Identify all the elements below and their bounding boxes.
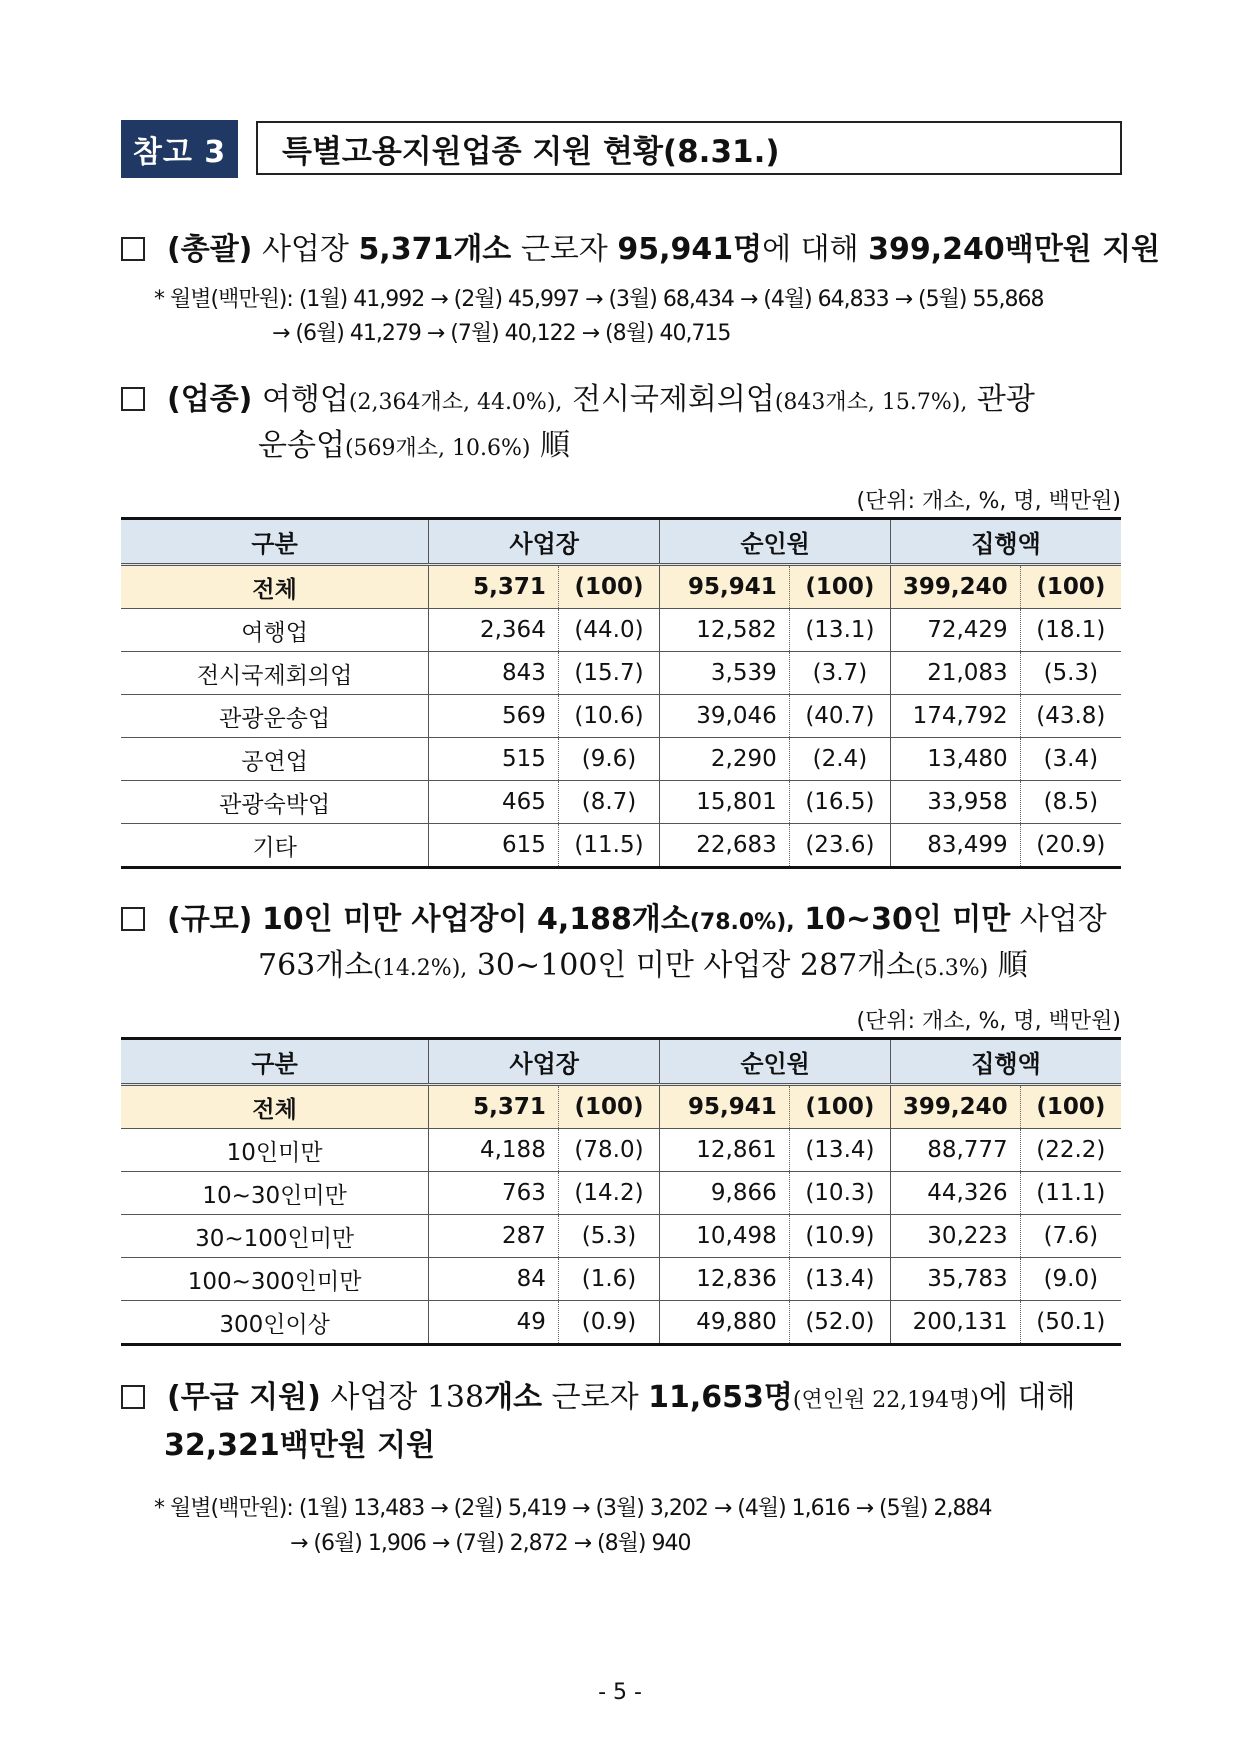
table-row	[121, 1172, 1121, 1215]
cell-workplaces-pct: (14.2)	[558, 1172, 659, 1215]
section-size-line2: 763개소(14.2%), 30~100인 미만 사업장 287개소(5.3%) 順	[258, 948, 1028, 983]
cell-amount-pct: (18.1)	[1020, 609, 1121, 652]
row-category: 관광운송업	[121, 695, 429, 738]
cell-persons-pct: (100)	[789, 565, 890, 609]
cell-persons-pct: (23.6)	[789, 824, 890, 868]
cell-workplaces-pct: (10.6)	[558, 695, 659, 738]
cell-amount: 30,223	[891, 1215, 1021, 1258]
cell-amount: 44,326	[891, 1172, 1021, 1215]
row-category: 100~300인미만	[121, 1258, 429, 1301]
cell-workplaces-pct: (9.6)	[558, 738, 659, 781]
cell-amount-pct: (100)	[1020, 565, 1121, 609]
table-row	[121, 652, 1121, 695]
cell-workplaces-pct: (5.3)	[558, 1215, 659, 1258]
cell-amount: 35,783	[891, 1258, 1021, 1301]
header-persons: 순인원	[660, 519, 891, 565]
cell-workplaces-pct: (44.0)	[558, 609, 659, 652]
row-category: 관광숙박업	[121, 781, 429, 824]
cell-amount: 13,480	[891, 738, 1021, 781]
cell-persons: 12,582	[660, 609, 790, 652]
cell-workplaces-pct: (8.7)	[558, 781, 659, 824]
cell-workplaces: 5,371	[429, 1085, 559, 1129]
cell-workplaces: 763	[429, 1172, 559, 1215]
checkbox-square-icon	[121, 387, 145, 411]
cell-persons-pct: (10.9)	[789, 1215, 890, 1258]
section-unpaid: (무급 지원) 사업장 138개소 근로자 11,653명(연인원 22,194명)에 대해	[121, 1374, 1076, 1425]
cell-persons: 22,683	[660, 824, 790, 868]
row-category: 30~100인미만	[121, 1215, 429, 1258]
cell-amount: 88,777	[891, 1129, 1021, 1172]
cell-amount-pct: (3.4)	[1020, 738, 1121, 781]
cell-workplaces: 2,364	[429, 609, 559, 652]
cell-amount-pct: (22.2)	[1020, 1129, 1121, 1172]
section-summary: (총괄) 사업장 5,371개소 근로자 95,941명에 대해 399,240백만원 지원	[121, 226, 1160, 274]
table-total-row	[121, 565, 1121, 609]
cell-amount-pct: (100)	[1020, 1085, 1121, 1129]
table-header-row	[121, 519, 1121, 565]
table-total-row	[121, 1085, 1121, 1129]
cell-persons-pct: (100)	[789, 1085, 890, 1129]
row-category: 공연업	[121, 738, 429, 781]
cell-persons: 2,290	[660, 738, 790, 781]
checkbox-square-icon	[121, 1385, 145, 1409]
cell-persons: 15,801	[660, 781, 790, 824]
row-category: 10인미만	[121, 1129, 429, 1172]
cell-workplaces: 843	[429, 652, 559, 695]
table-row	[121, 1301, 1121, 1345]
cell-workplaces: 287	[429, 1215, 559, 1258]
row-category: 10~30인미만	[121, 1172, 429, 1215]
table-row	[121, 609, 1121, 652]
header-category: 구분	[121, 1039, 429, 1085]
cell-workplaces: 615	[429, 824, 559, 868]
reference-badge: 참고 3	[121, 120, 238, 178]
cell-workplaces-pct: (1.6)	[558, 1258, 659, 1301]
cell-amount: 33,958	[891, 781, 1021, 824]
cell-amount: 399,240	[891, 1085, 1021, 1129]
section-industry-line2: 운송업(569개소, 10.6%) 順	[258, 428, 571, 463]
cell-workplaces-pct: (15.7)	[558, 652, 659, 695]
cell-workplaces: 84	[429, 1258, 559, 1301]
row-category: 전체	[121, 565, 429, 609]
header-amount: 집행액	[891, 1039, 1121, 1085]
header-category: 구분	[121, 519, 429, 565]
cell-amount-pct: (43.8)	[1020, 695, 1121, 738]
cell-workplaces: 49	[429, 1301, 559, 1345]
cell-workplaces-pct: (11.5)	[558, 824, 659, 868]
cell-amount: 399,240	[891, 565, 1021, 609]
cell-workplaces: 465	[429, 781, 559, 824]
page-number: - 5 -	[598, 1680, 642, 1705]
cell-workplaces-pct: (78.0)	[558, 1129, 659, 1172]
table-row	[121, 1215, 1121, 1258]
cell-persons: 39,046	[660, 695, 790, 738]
cell-persons: 49,880	[660, 1301, 790, 1345]
cell-persons-pct: (13.1)	[789, 609, 890, 652]
table-header-row	[121, 1039, 1121, 1085]
cell-persons: 95,941	[660, 1085, 790, 1129]
table-row	[121, 738, 1121, 781]
cell-amount: 83,499	[891, 824, 1021, 868]
row-category: 기타	[121, 824, 429, 868]
header-persons: 순인원	[660, 1039, 891, 1085]
cell-amount-pct: (5.3)	[1020, 652, 1121, 695]
table-row	[121, 824, 1121, 868]
cell-workplaces: 5,371	[429, 565, 559, 609]
row-category: 전체	[121, 1085, 429, 1129]
cell-workplaces: 515	[429, 738, 559, 781]
cell-amount: 200,131	[891, 1301, 1021, 1345]
cell-amount: 21,083	[891, 652, 1021, 695]
table-row	[121, 781, 1121, 824]
section-industry: (업종) 여행업(2,364개소, 44.0%), 전시국제회의업(843개소, 15.7%), 관광	[121, 376, 1035, 427]
row-category: 여행업	[121, 609, 429, 652]
cell-workplaces: 569	[429, 695, 559, 738]
monthly-note-line1: * 월별(백만원): (1월) 41,992 → (2월) 45,997 → (3월) 68,434 → (4월) 64,833 → (5월) 55,868	[154, 287, 1044, 312]
unpaid-monthly-note-line1: * 월별(백만원): (1월) 13,483 → (2월) 5,419 → (3월) 3,202 → (4월) 1,616 → (5월) 2,884	[154, 1496, 992, 1521]
cell-amount-pct: (50.1)	[1020, 1301, 1121, 1345]
row-category: 300인이상	[121, 1301, 429, 1345]
header-workplaces: 사업장	[429, 1039, 660, 1085]
cell-persons-pct: (13.4)	[789, 1129, 890, 1172]
table-row	[121, 1258, 1121, 1301]
size-table	[121, 1037, 1121, 1346]
row-category: 전시국제회의업	[121, 652, 429, 695]
cell-persons-pct: (2.4)	[789, 738, 890, 781]
industry-table	[121, 517, 1121, 869]
cell-persons: 9,866	[660, 1172, 790, 1215]
cell-amount: 72,429	[891, 609, 1021, 652]
section-unpaid-line2: 32,321백만원 지원	[164, 1428, 436, 1463]
cell-amount-pct: (7.6)	[1020, 1215, 1121, 1258]
monthly-note-line2: → (6월) 41,279 → (7월) 40,122 → (8월) 40,715	[272, 321, 731, 346]
table-row	[121, 695, 1121, 738]
cell-amount-pct: (11.1)	[1020, 1172, 1121, 1215]
page-title: 특별고용지원업종 지원 현황(8.31.)	[256, 121, 1122, 175]
cell-persons: 12,836	[660, 1258, 790, 1301]
table-row	[121, 1129, 1121, 1172]
header-amount: 집행액	[891, 519, 1121, 565]
unpaid-monthly-note-line2: → (6월) 1,906 → (7월) 2,872 → (8월) 940	[290, 1531, 691, 1556]
header-workplaces: 사업장	[429, 519, 660, 565]
cell-workplaces: 4,188	[429, 1129, 559, 1172]
cell-workplaces-pct: (100)	[558, 1085, 659, 1129]
cell-persons: 95,941	[660, 565, 790, 609]
cell-amount-pct: (20.9)	[1020, 824, 1121, 868]
cell-persons-pct: (10.3)	[789, 1172, 890, 1215]
cell-persons-pct: (52.0)	[789, 1301, 890, 1345]
cell-persons-pct: (13.4)	[789, 1258, 890, 1301]
checkbox-square-icon	[121, 907, 145, 931]
cell-amount-pct: (9.0)	[1020, 1258, 1121, 1301]
cell-persons-pct: (16.5)	[789, 781, 890, 824]
cell-amount-pct: (8.5)	[1020, 781, 1121, 824]
section-size: (규모) 10인 미만 사업장이 4,188개소(78.0%), 10~30인 미만 사업장	[121, 896, 1107, 947]
cell-amount: 174,792	[891, 695, 1021, 738]
cell-workplaces-pct: (100)	[558, 565, 659, 609]
cell-persons-pct: (40.7)	[789, 695, 890, 738]
cell-persons: 10,498	[660, 1215, 790, 1258]
cell-persons-pct: (3.7)	[789, 652, 890, 695]
checkbox-square-icon	[121, 237, 145, 261]
cell-persons: 12,861	[660, 1129, 790, 1172]
cell-workplaces-pct: (0.9)	[558, 1301, 659, 1345]
cell-persons: 3,539	[660, 652, 790, 695]
unit-label-2: (단위: 개소, %, 명, 백만원)	[856, 1009, 1121, 1034]
unit-label: (단위: 개소, %, 명, 백만원)	[856, 489, 1121, 514]
